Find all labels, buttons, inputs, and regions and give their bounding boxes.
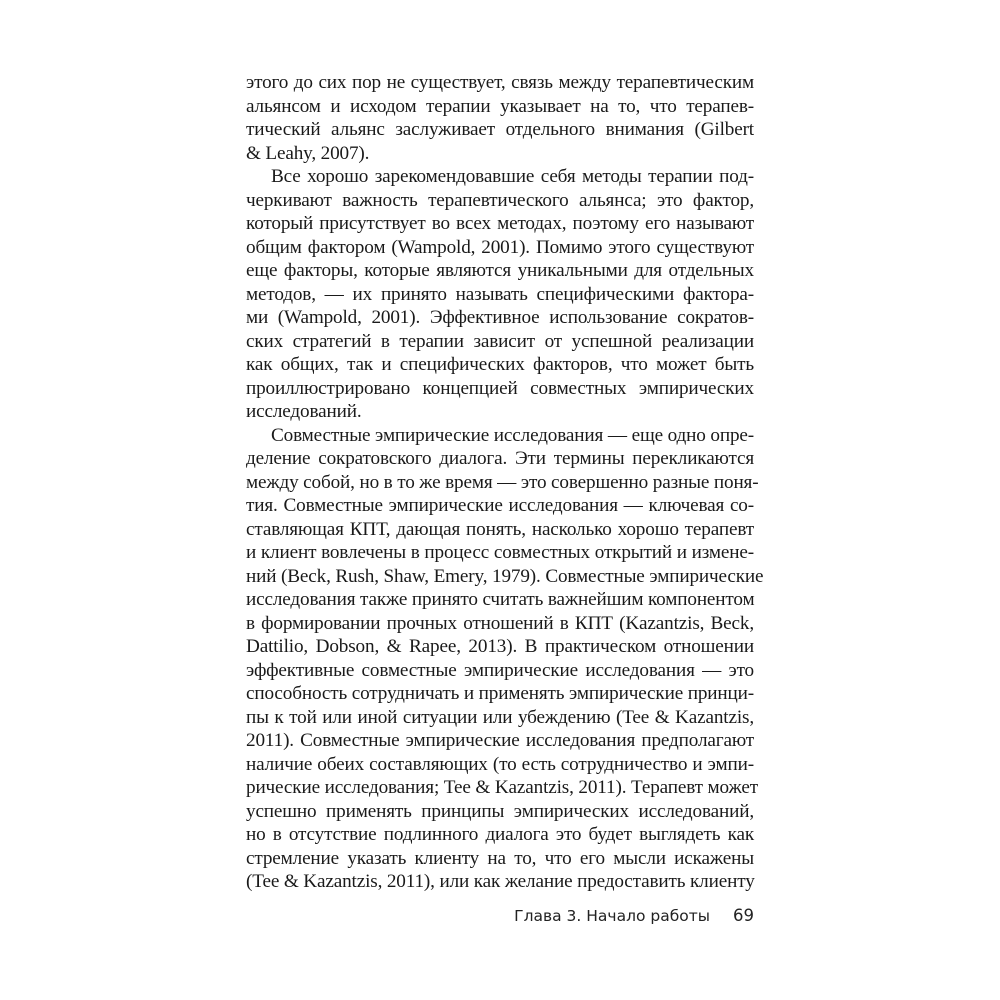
chapter-title: Глава 3. Начало работы [514, 907, 711, 925]
text-line: пы к той или иной ситуации или убеждению (Tee & Kazantzis, [246, 706, 754, 728]
paragraph [246, 165, 754, 424]
text-line: черкивают важность терапевтического альянса; это фактор, [246, 189, 754, 211]
text-line: и клиент вовлечены в процесс совместных открытий и измене- [246, 542, 754, 563]
text-line: как общих, так и специфических факторов, что может быть [246, 354, 754, 375]
body-text [246, 71, 764, 894]
text-line: альянсом и исходом терапии указывает на то, что терапев- [246, 95, 754, 117]
text-line: ставляющая КПТ, дающая понять, насколько хорошо терапевт [246, 518, 754, 540]
text-line: успешно применять принципы эмпирических исследований, [246, 800, 754, 822]
text-line: способность сотрудничать и применять эмпирические принци- [246, 683, 754, 704]
paragraph [246, 424, 764, 894]
page-number: 69 [733, 906, 754, 925]
text-line: между собой, но в то же время — это совершенно разные поня- [246, 471, 759, 493]
text-line: (Tee & Kazantzis, 2011), или как желание предоставить клиенту [246, 871, 755, 892]
text-line: тия. Совместные эмпирические исследования — ключевая со- [246, 495, 754, 516]
text-line: ских стратегий в терапии зависит от успешной реализации [246, 330, 754, 352]
text-line: эффективные совместные эмпирические исследования — это [246, 659, 754, 681]
text-line: Все хорошо зарекомендовавшие себя методы терапии под- [271, 166, 754, 187]
text-line: Dattilio, Dobson, & Rapee, 2013). В практическом отношении [246, 636, 754, 657]
text-line: методов, — их принято называть специфическими фактора- [246, 283, 754, 305]
book-page [246, 71, 764, 931]
text-line: исследований. [246, 401, 362, 422]
text-line: который присутствует во всех методах, поэтому его называют [246, 213, 754, 234]
running-footer [514, 901, 754, 931]
text-line: общим фактором (Wampold, 2001). Помимо этого существуют [246, 236, 754, 258]
text-line: этого до сих пор не существует, связь между терапевтическим [246, 72, 754, 93]
text-line: но в отсутствие подлинного диалога это будет выглядеть как [246, 824, 754, 845]
text-line: рические исследования; Tee & Kazantzis, 2011). Терапевт может [246, 777, 758, 798]
text-line: Совместные эмпирические исследования — еще одно опре- [271, 424, 754, 446]
text-line: проиллюстрировано концепцией совместных эмпирических [246, 377, 754, 399]
paragraph [246, 71, 754, 165]
text-line: 2011). Совместные эмпирические исследования предполагают [246, 730, 754, 751]
text-line: ний (Beck, Rush, Shaw, Emery, 1979). Совместные эмпирические [246, 565, 764, 587]
text-line: стремление указать клиенту на то, что его мысли искажены [246, 847, 754, 869]
text-line: тический альянс заслуживает отдельного внимания (Gilbert [246, 119, 754, 140]
text-line: деление сократовского диалога. Эти термины перекликаются [246, 448, 754, 469]
text-line: еще факторы, которые являются уникальными для отдельных [246, 260, 754, 281]
text-line: исследования также принято считать важнейшим компонентом [246, 589, 755, 610]
text-line: ми (Wampold, 2001). Эффективное использование сократов- [246, 307, 754, 328]
text-line: в формировании прочных отношений в КПТ (Kazantzis, Beck, [246, 612, 754, 634]
text-line: & Leahy, 2007). [246, 142, 370, 164]
text-line: наличие обеих составляющих (то есть сотрудничество и эмпи- [246, 753, 754, 775]
